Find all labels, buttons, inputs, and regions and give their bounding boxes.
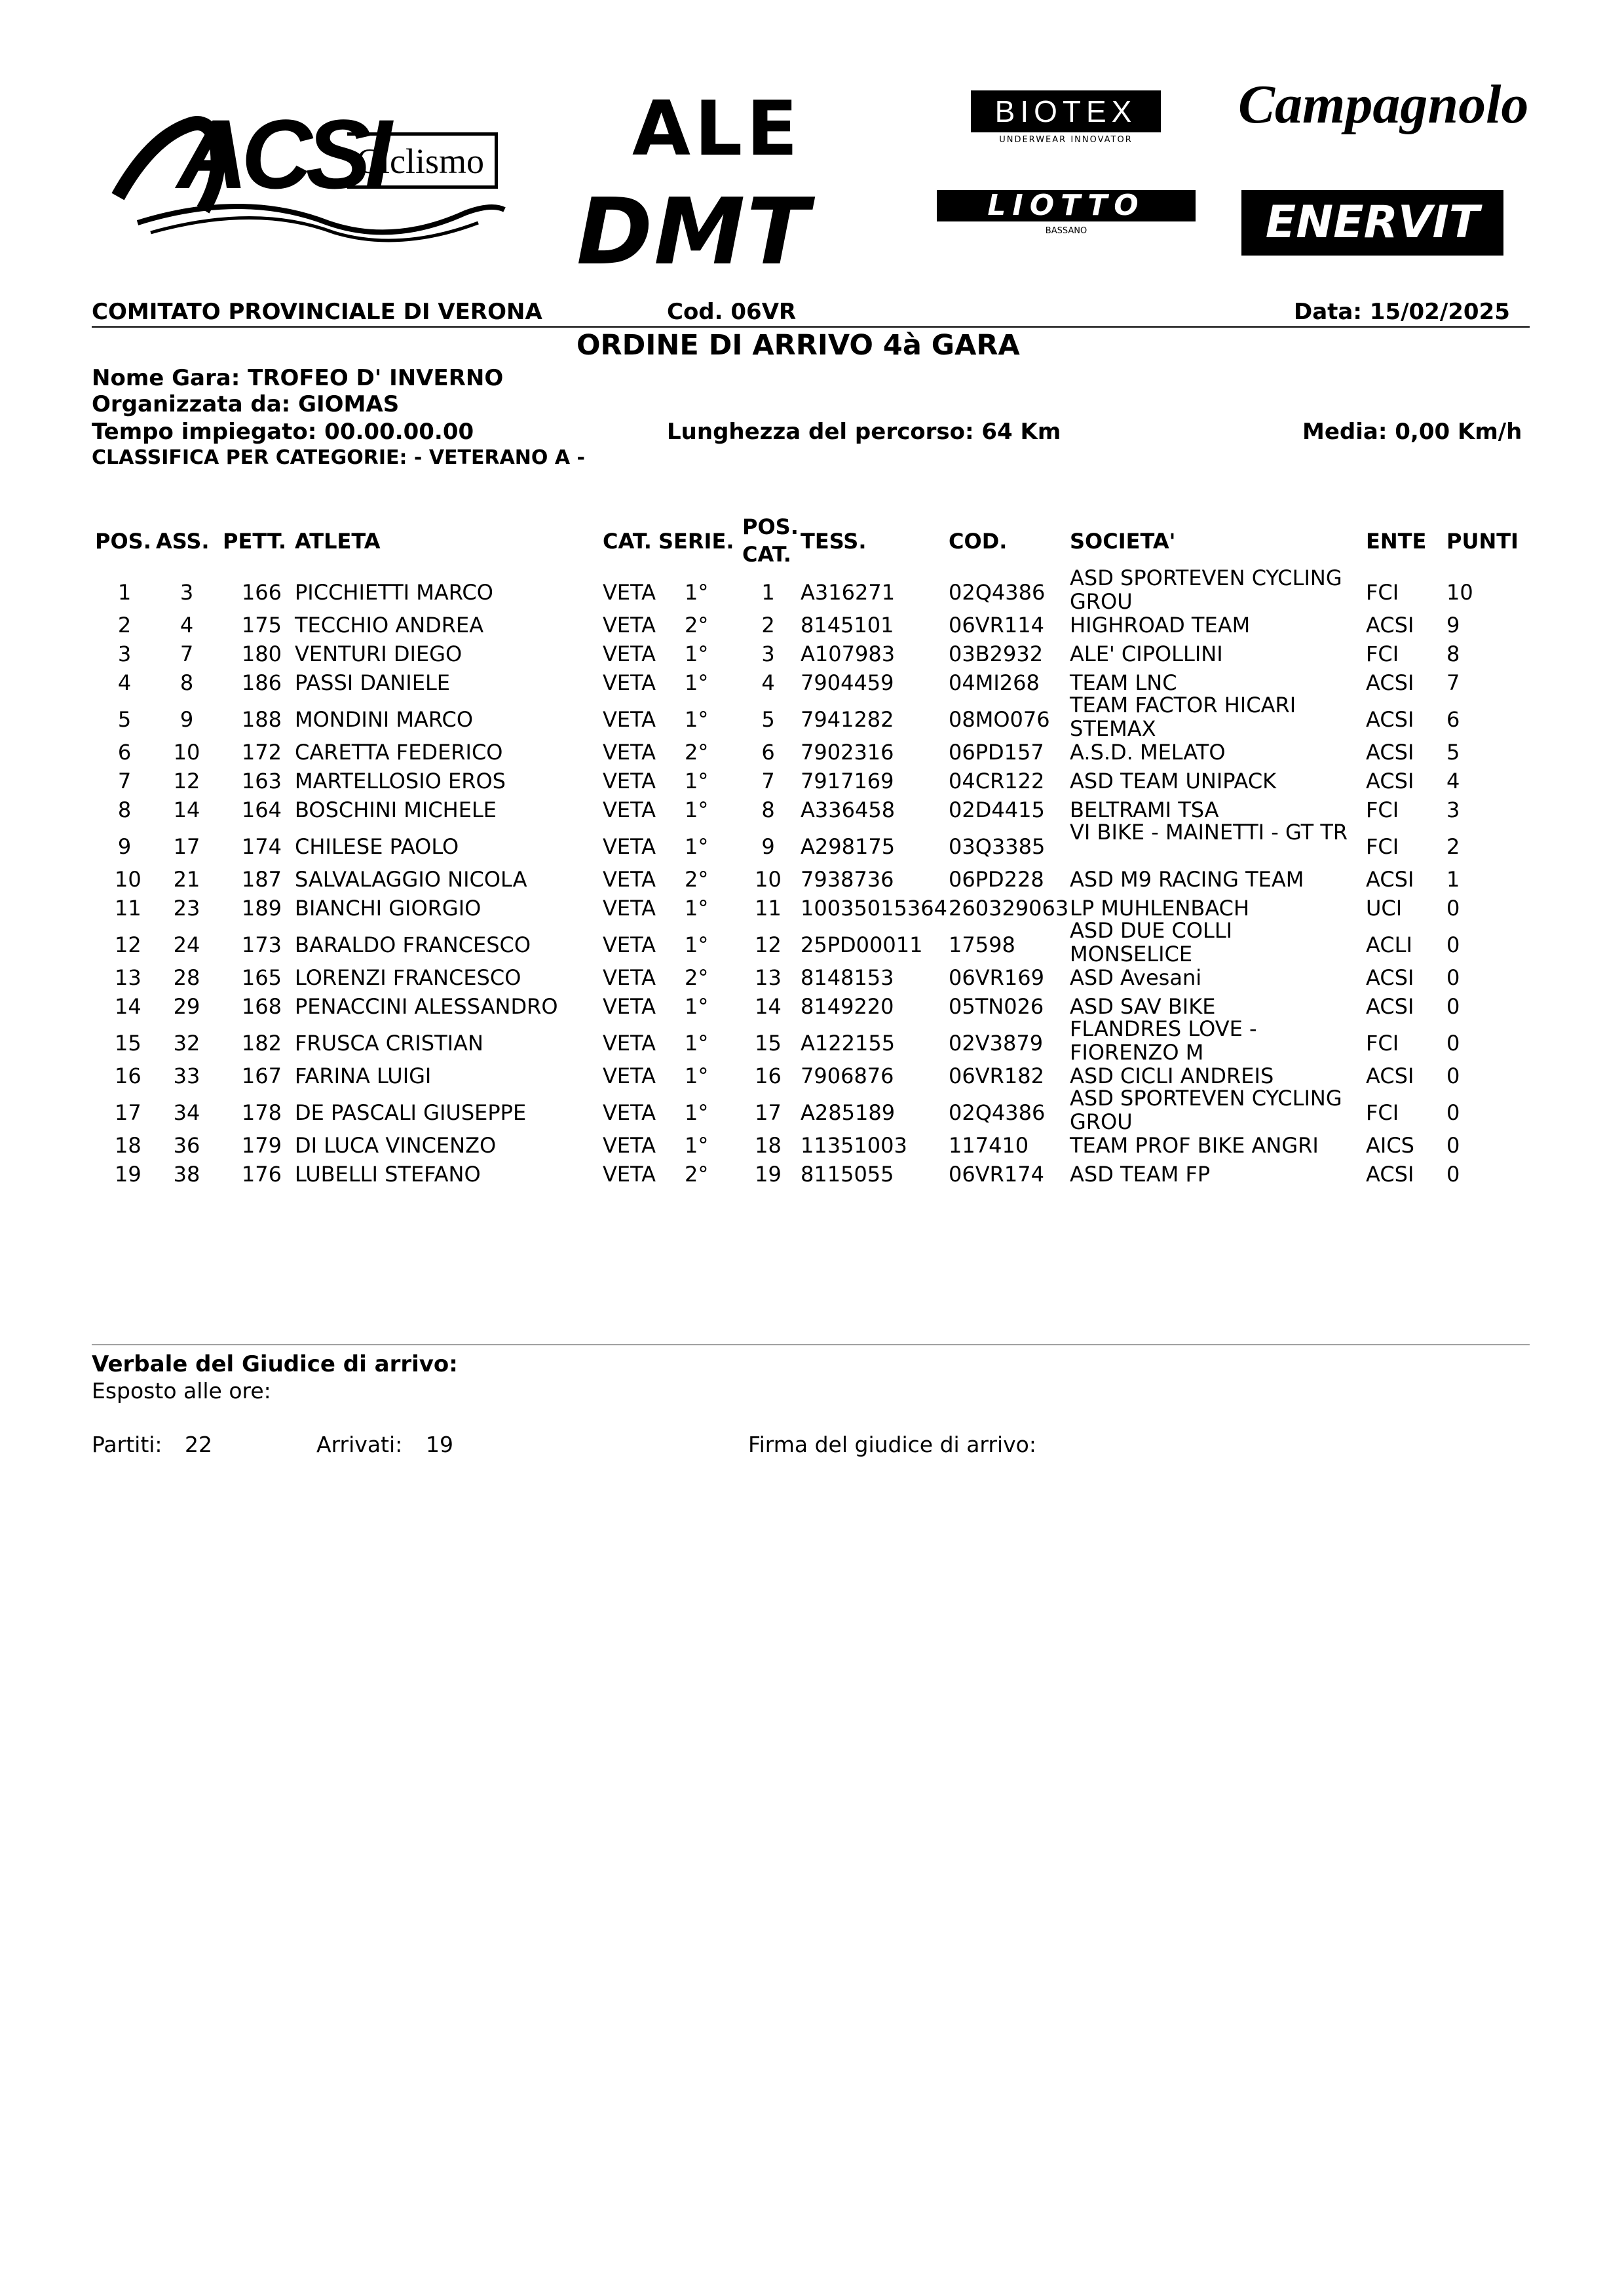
cell-atleta: TECCHIO ANDREA (295, 613, 484, 638)
cell-serie: 1° (685, 707, 709, 732)
col-pett: PETT. (223, 529, 286, 554)
cell-punti: 4 (1446, 769, 1460, 794)
cell-cat: VETA (603, 965, 656, 990)
table-row (0, 992, 1624, 1021)
cell-ass: 38 (173, 1162, 200, 1187)
liotto-tagline: BASSANO (1045, 226, 1087, 236)
cell-cod: 03Q3385 (949, 834, 1046, 859)
cell-serie: 1° (685, 797, 709, 822)
col-serie: SERIE. (658, 529, 734, 554)
cell-pett: 180 (241, 641, 282, 666)
cell-serie: 2° (685, 740, 709, 765)
cell-pett: 166 (241, 580, 282, 605)
acsi-ciclismo: Ciclismo (347, 132, 498, 189)
liotto-logo: LIOTTO (937, 190, 1196, 221)
cell-societa: TEAM LNC (1070, 670, 1177, 695)
cell-serie: 1° (685, 1063, 709, 1088)
col-tess: TESS. (801, 529, 867, 554)
cell-ente: ACLI (1366, 932, 1412, 957)
cell-serie: 1° (685, 932, 709, 957)
cell-tess: 7902316 (801, 740, 894, 765)
cell-ass: 34 (173, 1100, 200, 1125)
col-cat: CAT. (603, 529, 652, 554)
table-row (0, 795, 1624, 824)
cell-cod: 06VR169 (949, 965, 1044, 990)
cell-ente: ACSI (1366, 1063, 1414, 1088)
cell-societa: ASD M9 RACING TEAM (1070, 867, 1304, 892)
cell-ente: ACSI (1366, 670, 1414, 695)
tempo-impiegato: Tempo impiegato: 00.00.00.00 (92, 419, 474, 445)
cell-punti: 1 (1446, 867, 1460, 892)
acsi-wordmark: ACSI (177, 99, 386, 209)
cell-tess: 25PD00011 (801, 932, 923, 957)
cell-cat: VETA (603, 1063, 656, 1088)
cell-ass: 14 (173, 797, 200, 822)
cell-serie: 2° (685, 613, 709, 638)
cell-cod: 05TN026 (949, 994, 1044, 1019)
cell-pos: 9 (117, 834, 132, 859)
cell-pos: 11 (115, 896, 142, 921)
ale-logo: ALE (632, 85, 802, 173)
cell-ente: AICS (1366, 1133, 1414, 1158)
cell-serie: 1° (685, 1133, 709, 1158)
table-row (0, 611, 1624, 640)
cell-pos: 3 (117, 641, 132, 666)
cell-cat: VETA (603, 1031, 656, 1056)
cell-pos-cat: 16 (755, 1063, 782, 1088)
cell-atleta: BARALDO FRANCESCO (295, 932, 531, 957)
cell-tess: A298175 (801, 834, 896, 859)
table-row (0, 738, 1624, 767)
cell-pos-cat: 1 (761, 580, 775, 605)
table-row (0, 1131, 1624, 1160)
firma-giudice: Firma del giudice di arrivo: (748, 1432, 1036, 1457)
cell-serie: 2° (685, 867, 709, 892)
cell-ente: FCI (1366, 641, 1399, 666)
cell-ass: 23 (173, 896, 200, 921)
nome-gara: Nome Gara: TROFEO D' INVERNO (92, 365, 504, 391)
cell-ente: ACSI (1366, 965, 1414, 990)
table-row (0, 640, 1624, 668)
col-poscat-2: CAT. (742, 542, 791, 567)
cell-atleta: PASSI DANIELE (295, 670, 450, 695)
cell-pos: 1 (117, 580, 132, 605)
table-row (0, 1062, 1624, 1090)
partiti-label: Partiti: (92, 1432, 162, 1457)
cell-pett: 173 (241, 932, 282, 957)
cell-cod: 06PD157 (949, 740, 1044, 765)
cell-cod: 17598 (949, 932, 1015, 957)
cell-punti: 0 (1446, 1031, 1460, 1056)
organizzata: Organizzata da: GIOMAS (92, 391, 400, 417)
cell-punti: 0 (1446, 896, 1460, 921)
verbale-giudice: Verbale del Giudice di arrivo: (92, 1351, 458, 1377)
cell-tess: A336458 (801, 797, 896, 822)
cell-punti: 7 (1446, 670, 1460, 695)
cell-serie: 2° (685, 1162, 709, 1187)
cell-ass: 29 (173, 994, 200, 1019)
lunghezza-percorso: Lunghezza del percorso: 64 Km (667, 419, 1061, 445)
dmt-logo: DMT (576, 179, 811, 286)
table-row (0, 1160, 1624, 1189)
cell-punti: 2 (1446, 834, 1460, 859)
cell-societa: A.S.D. MELATO (1070, 740, 1226, 765)
biotex-logo: BIOTEX (971, 90, 1161, 132)
arrivati-label: Arrivati: (316, 1432, 403, 1457)
cell-pos-cat: 12 (755, 932, 782, 957)
cell-pos-cat: 17 (755, 1100, 782, 1125)
cell-cat: VETA (603, 613, 656, 638)
cell-pos: 8 (117, 797, 132, 822)
cell-pett: 165 (241, 965, 282, 990)
cell-pett: 175 (241, 613, 282, 638)
cell-pett: 176 (241, 1162, 282, 1187)
cell-tess: 7941282 (801, 707, 894, 732)
cell-pett: 179 (241, 1133, 282, 1158)
cell-ente: ACSI (1366, 1162, 1414, 1187)
cell-pett: 163 (241, 769, 282, 794)
table-row (0, 865, 1624, 894)
cell-atleta: CHILESE PAOLO (295, 834, 459, 859)
cell-atleta: DE PASCALI GIUSEPPE (295, 1100, 527, 1125)
cell-societa: ASD SPORTEVEN CYCLING GROU (1070, 1086, 1342, 1134)
cell-atleta: FARINA LUIGI (295, 1063, 432, 1088)
cell-punti: 0 (1446, 965, 1460, 990)
cell-cod: 260329063 (949, 896, 1069, 921)
cell-pos-cat: 11 (755, 896, 782, 921)
cell-cat: VETA (603, 707, 656, 732)
cell-pett: 168 (241, 994, 282, 1019)
table-row (0, 820, 1624, 865)
cell-serie: 1° (685, 994, 709, 1019)
arrivati-value: 19 (426, 1432, 453, 1457)
cell-pett: 186 (241, 670, 282, 695)
table-row (0, 1086, 1624, 1134)
cell-tess: A107983 (801, 641, 896, 666)
cell-pos-cat: 7 (761, 769, 775, 794)
cell-pos: 12 (115, 932, 142, 957)
col-ass: ASS. (156, 529, 210, 554)
table-row (0, 668, 1624, 697)
cell-tess: 7917169 (801, 769, 894, 794)
cell-pos: 14 (115, 994, 142, 1019)
media: Media: 0,00 Km/h (1302, 419, 1522, 445)
cell-cat: VETA (603, 1162, 656, 1187)
cell-ente: FCI (1366, 1100, 1399, 1125)
table-row (0, 918, 1624, 966)
cell-cod: 06PD228 (949, 867, 1044, 892)
enervit-logo: ENERVIT (1241, 190, 1503, 256)
partiti-value: 22 (185, 1432, 212, 1457)
cell-pett: 167 (241, 1063, 282, 1088)
cell-ass: 32 (173, 1031, 200, 1056)
cell-cat: VETA (603, 797, 656, 822)
cell-atleta: SALVALAGGIO NICOLA (295, 867, 527, 892)
cell-societa: HIGHROAD TEAM (1070, 613, 1251, 638)
col-societa: SOCIETA' (1070, 529, 1176, 554)
cell-societa: ALE' CIPOLLINI (1070, 641, 1223, 666)
cell-cat: VETA (603, 769, 656, 794)
cell-ass: 36 (173, 1133, 200, 1158)
cell-pos: 6 (117, 740, 132, 765)
cell-pos: 16 (115, 1063, 142, 1088)
cell-ass: 9 (179, 707, 194, 732)
cell-cat: VETA (603, 994, 656, 1019)
cell-serie: 1° (685, 670, 709, 695)
table-row (0, 963, 1624, 992)
cell-tess: 8145101 (801, 613, 894, 638)
cell-tess: 7904459 (801, 670, 894, 695)
cell-pett: 178 (241, 1100, 282, 1125)
cell-punti: 0 (1446, 932, 1460, 957)
cell-cat: VETA (603, 867, 656, 892)
cell-societa: TEAM PROF BIKE ANGRI (1070, 1133, 1319, 1158)
cell-cod: 04CR122 (949, 769, 1045, 794)
cell-pos-cat: 13 (755, 965, 782, 990)
cell-ass: 3 (179, 580, 194, 605)
cell-cat: VETA (603, 896, 656, 921)
cell-atleta: BIANCHI GIORGIO (295, 896, 482, 921)
cell-atleta: FRUSCA CRISTIAN (295, 1031, 483, 1056)
cell-serie: 1° (685, 834, 709, 859)
cell-punti: 0 (1446, 1100, 1460, 1125)
cell-cod: 03B2932 (949, 641, 1044, 666)
cell-tess: 8115055 (801, 1162, 894, 1187)
cell-ente: ACSI (1366, 707, 1414, 732)
cell-pos: 10 (115, 867, 142, 892)
cell-pos-cat: 4 (761, 670, 775, 695)
cell-ente: FCI (1366, 580, 1399, 605)
cell-serie: 2° (685, 965, 709, 990)
biotex-tagline: UNDERWEAR INNOVATOR (999, 135, 1133, 145)
cell-punti: 0 (1446, 994, 1460, 1019)
cell-societa: ASD Avesani (1070, 965, 1202, 990)
table-row (0, 565, 1624, 614)
cell-cod: 04MI268 (949, 670, 1040, 695)
cell-pos-cat: 14 (755, 994, 782, 1019)
cell-pos-cat: 8 (761, 797, 775, 822)
cell-atleta: DI LUCA VINCENZO (295, 1133, 497, 1158)
cell-pos: 2 (117, 613, 132, 638)
cell-pos: 4 (117, 670, 132, 695)
cell-societa: ASD DUE COLLI MONSELICE (1070, 918, 1233, 966)
cell-cod: 06VR174 (949, 1162, 1044, 1187)
cell-punti: 8 (1446, 641, 1460, 666)
cell-cod: 08MO076 (949, 707, 1050, 732)
cell-pett: 187 (241, 867, 282, 892)
cell-pett: 182 (241, 1031, 282, 1056)
cell-pos: 7 (117, 769, 132, 794)
cell-ass: 10 (173, 740, 200, 765)
cell-ass: 7 (179, 641, 194, 666)
cell-cat: VETA (603, 1133, 656, 1158)
header-rule (92, 326, 1530, 328)
comitato-label: COMITATO PROVINCIALE DI VERONA (92, 299, 542, 325)
cell-pos: 17 (115, 1100, 142, 1125)
cell-atleta: MARTELLOSIO EROS (295, 769, 506, 794)
cell-pos-cat: 18 (755, 1133, 782, 1158)
cell-pos: 19 (115, 1162, 142, 1187)
cell-cat: VETA (603, 580, 656, 605)
acsi-logo (111, 98, 511, 242)
cell-ente: ACSI (1366, 994, 1414, 1019)
cell-ass: 21 (173, 867, 200, 892)
cell-cat: VETA (603, 641, 656, 666)
cell-pett: 188 (241, 707, 282, 732)
cell-ente: ACSI (1366, 769, 1414, 794)
table-row (0, 894, 1624, 923)
col-ente: ENTE (1366, 529, 1427, 554)
cell-punti: 0 (1446, 1133, 1460, 1158)
data-label: Data: 15/02/2025 (1294, 299, 1510, 325)
cell-atleta: PICCHIETTI MARCO (295, 580, 493, 605)
cell-cat: VETA (603, 932, 656, 957)
cell-pett: 164 (241, 797, 282, 822)
cell-societa: BELTRAMI TSA (1070, 797, 1219, 822)
cell-cod: 02D4415 (949, 797, 1045, 822)
cell-serie: 1° (685, 1100, 709, 1125)
cell-atleta: LUBELLI STEFANO (295, 1162, 481, 1187)
cell-societa: ASD SAV BIKE (1070, 994, 1216, 1019)
cell-pos: 5 (117, 707, 132, 732)
cell-pos-cat: 5 (761, 707, 775, 732)
cell-atleta: VENTURI DIEGO (295, 641, 463, 666)
cell-tess: 11351003 (801, 1133, 907, 1158)
cell-atleta: MONDINI MARCO (295, 707, 474, 732)
cell-serie: 1° (685, 769, 709, 794)
cell-ass: 33 (173, 1063, 200, 1088)
campagnolo-logo: Campagnolo (1238, 74, 1529, 135)
cell-pos: 18 (115, 1133, 142, 1158)
cell-ente: ACSI (1366, 867, 1414, 892)
cell-societa: FLANDRES LOVE - FIORENZO M (1070, 1016, 1257, 1065)
cell-ass: 12 (173, 769, 200, 794)
esposto-ore: Esposto alle ore: (92, 1378, 271, 1404)
cell-ass: 8 (179, 670, 194, 695)
cell-tess: A316271 (801, 580, 896, 605)
cell-punti: 0 (1446, 1162, 1460, 1187)
cell-cod: 06VR182 (949, 1063, 1044, 1088)
cell-pos: 13 (115, 965, 142, 990)
cell-pos-cat: 3 (761, 641, 775, 666)
cell-punti: 10 (1446, 580, 1473, 605)
table-row (0, 1016, 1624, 1065)
cell-societa: ASD TEAM FP (1070, 1162, 1211, 1187)
cell-tess: 8148153 (801, 965, 894, 990)
cell-punti: 0 (1446, 1063, 1460, 1088)
cell-tess: 7906876 (801, 1063, 894, 1088)
table-row (0, 693, 1624, 741)
cell-cat: VETA (603, 834, 656, 859)
col-pos: POS. (95, 529, 151, 554)
cell-serie: 1° (685, 641, 709, 666)
col-cod: COD. (949, 529, 1008, 554)
cell-pos-cat: 6 (761, 740, 775, 765)
cell-ente: FCI (1366, 1031, 1399, 1056)
cell-serie: 1° (685, 580, 709, 605)
cell-atleta: PENACCINI ALESSANDRO (295, 994, 558, 1019)
cell-tess: A285189 (801, 1100, 896, 1125)
cell-tess: 7938736 (801, 867, 894, 892)
cell-tess: 10035015364 (801, 896, 947, 921)
cell-societa: ASD SPORTEVEN CYCLING GROU (1070, 565, 1342, 614)
cell-punti: 6 (1446, 707, 1460, 732)
cell-ente: FCI (1366, 834, 1399, 859)
cell-ass: 17 (173, 834, 200, 859)
cell-serie: 1° (685, 1031, 709, 1056)
cell-pos-cat: 15 (755, 1031, 782, 1056)
col-poscat-1: POS. (742, 514, 799, 539)
classifica-categorie: CLASSIFICA PER CATEGORIE: - VETERANO A - (92, 446, 585, 469)
cell-punti: 9 (1446, 613, 1460, 638)
cell-ass: 4 (179, 613, 194, 638)
cell-ente: ACSI (1366, 740, 1414, 765)
cell-pos-cat: 19 (755, 1162, 782, 1187)
cell-serie: 1° (685, 896, 709, 921)
cell-punti: 3 (1446, 797, 1460, 822)
cell-cod: 02V3879 (949, 1031, 1044, 1056)
cell-cat: VETA (603, 740, 656, 765)
cell-cat: VETA (603, 1100, 656, 1125)
cell-pett: 189 (241, 896, 282, 921)
cod-label: Cod. 06VR (667, 299, 797, 325)
cell-tess: A122155 (801, 1031, 896, 1056)
cell-ass: 28 (173, 965, 200, 990)
table-row (0, 767, 1624, 795)
cell-ente: UCI (1366, 896, 1403, 921)
cell-pos: 15 (115, 1031, 142, 1056)
cell-cod: 02Q4386 (949, 580, 1046, 605)
cell-societa: VI BIKE - MAINETTI - GT TR (1070, 820, 1348, 845)
document-title: ORDINE DI ARRIVO 4à GARA (576, 329, 1020, 362)
cell-atleta: CARETTA FEDERICO (295, 740, 503, 765)
cell-pett: 174 (241, 834, 282, 859)
cell-ass: 24 (173, 932, 200, 957)
cell-cod: 117410 (949, 1133, 1029, 1158)
cell-ente: FCI (1366, 797, 1399, 822)
col-punti: PUNTI (1446, 529, 1519, 554)
cell-societa: TEAM FACTOR HICARI STEMAX (1070, 693, 1296, 741)
cell-atleta: LORENZI FRANCESCO (295, 965, 521, 990)
cell-pos-cat: 2 (761, 613, 775, 638)
cell-pos-cat: 9 (761, 834, 775, 859)
cell-pos-cat: 10 (755, 867, 782, 892)
cell-ente: ACSI (1366, 613, 1414, 638)
cell-punti: 5 (1446, 740, 1460, 765)
cell-atleta: BOSCHINI MICHELE (295, 797, 497, 822)
cell-cod: 06VR114 (949, 613, 1044, 638)
cell-pett: 172 (241, 740, 282, 765)
col-atleta: ATLETA (295, 529, 381, 554)
cell-societa: LP MUHLENBACH (1070, 896, 1250, 921)
cell-societa: ASD CICLI ANDREIS (1070, 1063, 1274, 1088)
cell-cat: VETA (603, 670, 656, 695)
cell-tess: 8149220 (801, 994, 894, 1019)
cell-cod: 02Q4386 (949, 1100, 1046, 1125)
cell-societa: ASD TEAM UNIPACK (1070, 769, 1277, 794)
